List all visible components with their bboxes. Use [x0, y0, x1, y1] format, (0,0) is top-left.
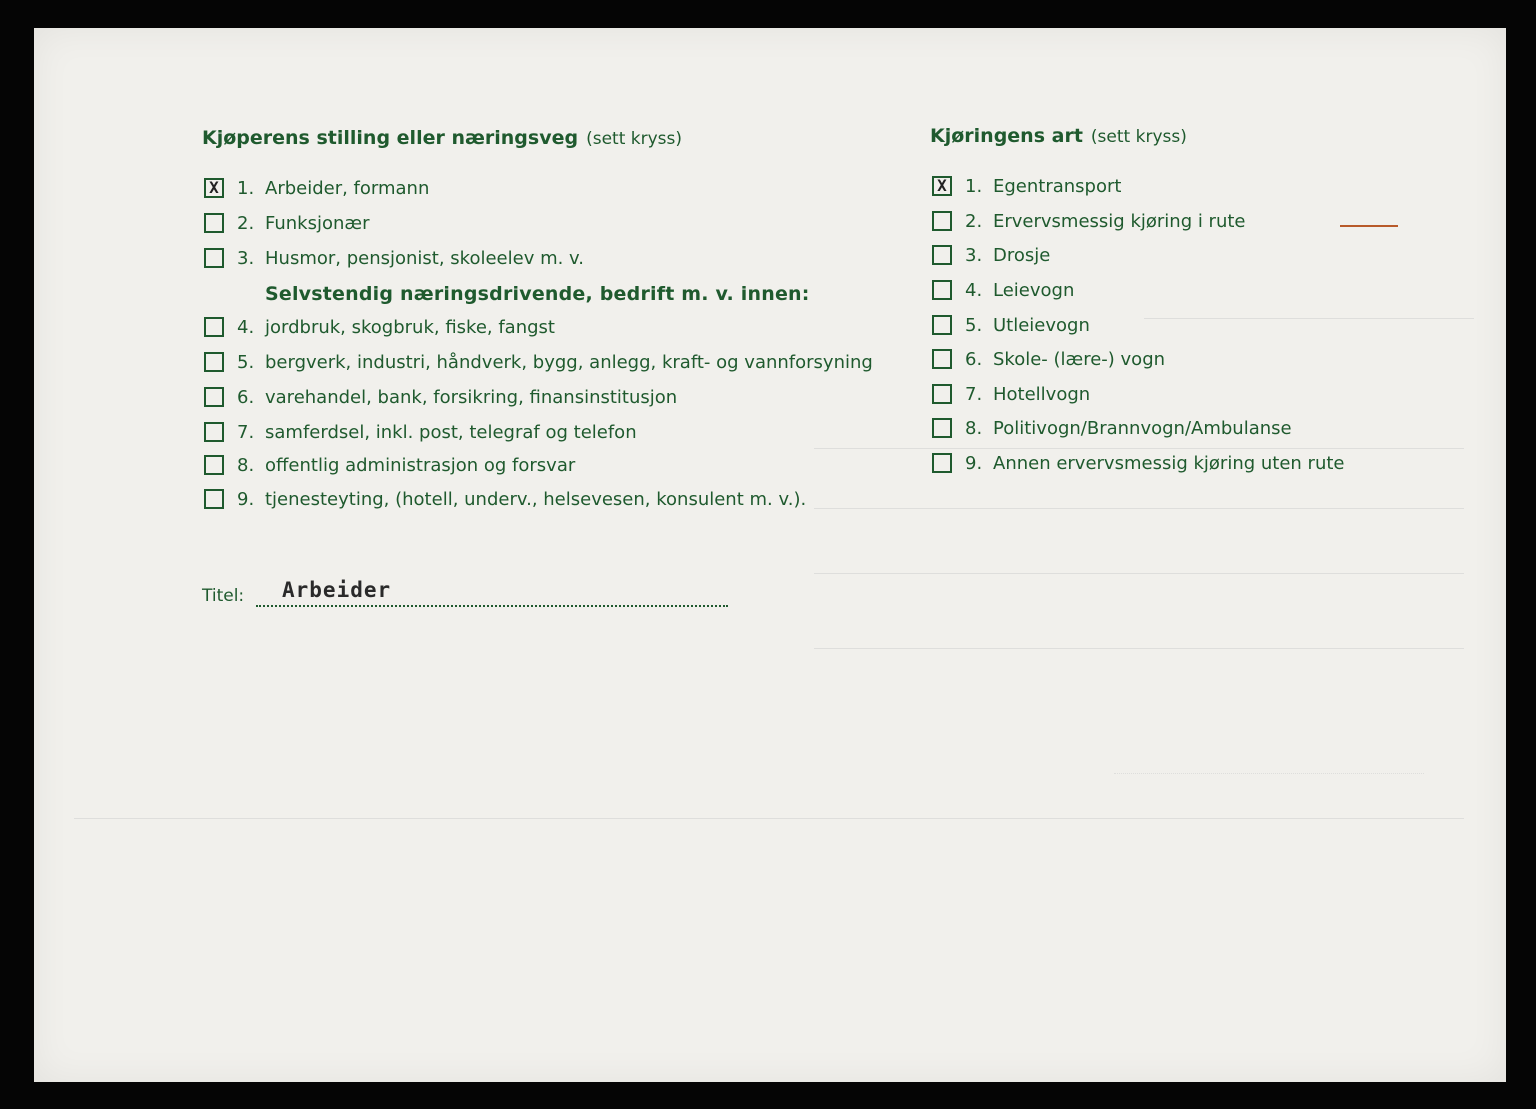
option-number: 9. — [237, 488, 255, 510]
left-heading-note: (sett kryss) — [586, 129, 683, 149]
right-heading-text: Kjøringens art — [930, 125, 1083, 147]
bleed-line — [1144, 318, 1474, 319]
checkbox[interactable] — [932, 315, 952, 335]
option-number: 5. — [965, 314, 983, 336]
left-option-2[interactable] — [204, 210, 369, 236]
bleed-line — [814, 573, 1464, 574]
option-label: Hotellvogn — [993, 383, 1091, 405]
titel-value[interactable]: Arbeider — [282, 578, 392, 602]
option-number: 7. — [965, 383, 983, 405]
option-label: Husmor, pensjonist, skoleelev m. v. — [265, 247, 585, 269]
option-label: tjenesteyting, (hotell, underv., helsevesen, konsulent m. v.). — [265, 488, 807, 510]
right-option-6[interactable] — [932, 346, 1165, 372]
checkbox[interactable] — [932, 418, 952, 438]
checkbox[interactable] — [932, 245, 952, 265]
checkbox[interactable] — [204, 248, 224, 268]
option-label: Utleievogn — [993, 314, 1090, 336]
left-heading-text: Kjøperens stilling eller næringsveg — [202, 127, 579, 149]
checkbox[interactable] — [204, 387, 224, 407]
checkbox[interactable]: X — [932, 176, 952, 196]
checkbox[interactable] — [932, 384, 952, 404]
checkbox[interactable] — [204, 422, 224, 442]
option-label: Politivogn/Brannvogn/Ambulanse — [993, 417, 1292, 439]
right-option-3[interactable] — [932, 242, 1050, 268]
option-label: offentlig administrasjon og forsvar — [265, 454, 576, 476]
option-label: Annen ervervsmessig kjøring uten rute — [993, 452, 1345, 474]
option-number: 6. — [237, 386, 255, 408]
checkbox[interactable] — [204, 317, 224, 337]
option-number: 5. — [237, 351, 255, 373]
bleed-through-title — [1214, 90, 1225, 130]
option-label: Skole- (lære-) vogn — [993, 348, 1166, 370]
checkbox[interactable]: X — [204, 178, 224, 198]
checkbox[interactable] — [932, 349, 952, 369]
form-page — [34, 28, 1506, 1082]
option-number: 2. — [965, 210, 983, 232]
checkbox[interactable] — [932, 280, 952, 300]
left-option-9[interactable] — [204, 486, 806, 512]
checkbox[interactable] — [932, 211, 952, 231]
right-option-9[interactable] — [932, 450, 1344, 476]
left-option-4[interactable] — [204, 314, 555, 340]
right-option-7[interactable] — [932, 381, 1090, 407]
option-number: 1. — [965, 175, 983, 197]
option-number: 4. — [965, 279, 983, 301]
option-label: samferdsel, inkl. post, telegraf og telefon — [265, 421, 637, 443]
pen-mark — [1340, 225, 1398, 227]
right-option-5[interactable] — [932, 312, 1090, 338]
option-label: jordbruk, skogbruk, fiske, fangst — [265, 316, 555, 338]
checkbox[interactable] — [204, 455, 224, 475]
checkbox[interactable] — [204, 213, 224, 233]
option-number: 8. — [965, 417, 983, 439]
left-option-5[interactable] — [204, 349, 873, 375]
right-section-heading — [930, 125, 1187, 147]
bleed-line — [814, 508, 1464, 509]
left-option-6[interactable] — [204, 384, 677, 410]
checkbox[interactable] — [204, 489, 224, 509]
option-number: 8. — [237, 454, 255, 476]
option-number: 3. — [965, 244, 983, 266]
right-option-4[interactable] — [932, 277, 1074, 303]
option-number: 2. — [237, 212, 255, 234]
option-label: varehandel, bank, forsikring, finansinstitusjon — [265, 386, 678, 408]
bleed-line — [1114, 773, 1424, 774]
left-option-8[interactable] — [204, 452, 575, 478]
titel-dotted-line — [256, 605, 728, 607]
self-employed-subheading: Selvstendig næringsdrivende, bedrift m. v. innen: — [265, 283, 810, 305]
left-option-1[interactable] — [204, 175, 429, 201]
option-number: 1. — [237, 177, 255, 199]
option-number: 9. — [965, 452, 983, 474]
option-number: 3. — [237, 247, 255, 269]
bleed-line — [74, 818, 1464, 819]
bleed-line — [814, 448, 1464, 449]
option-number: 7. — [237, 421, 255, 443]
bleed-line — [814, 648, 1464, 649]
right-heading-note: (sett kryss) — [1090, 127, 1187, 147]
left-option-3[interactable] — [204, 245, 584, 271]
option-label: bergverk, industri, håndverk, bygg, anlegg, kraft- og vannforsyning — [265, 351, 873, 373]
option-number: 4. — [237, 316, 255, 338]
left-section-heading — [202, 127, 682, 149]
checkbox[interactable] — [204, 352, 224, 372]
option-number: 6. — [965, 348, 983, 370]
right-option-8[interactable] — [932, 415, 1292, 441]
right-option-1[interactable] — [932, 173, 1121, 199]
option-label: Ervervsmessig kjøring i rute — [993, 210, 1246, 232]
option-label: Drosje — [993, 244, 1051, 266]
left-option-7[interactable] — [204, 419, 637, 445]
right-option-2[interactable] — [932, 208, 1246, 234]
option-label: Egentransport — [993, 175, 1122, 197]
option-label: Leievogn — [993, 279, 1075, 301]
titel-label: Titel: — [202, 586, 245, 606]
option-label: Funksjonær — [265, 212, 370, 234]
option-label: Arbeider, formann — [265, 177, 430, 199]
checkbox[interactable] — [932, 453, 952, 473]
